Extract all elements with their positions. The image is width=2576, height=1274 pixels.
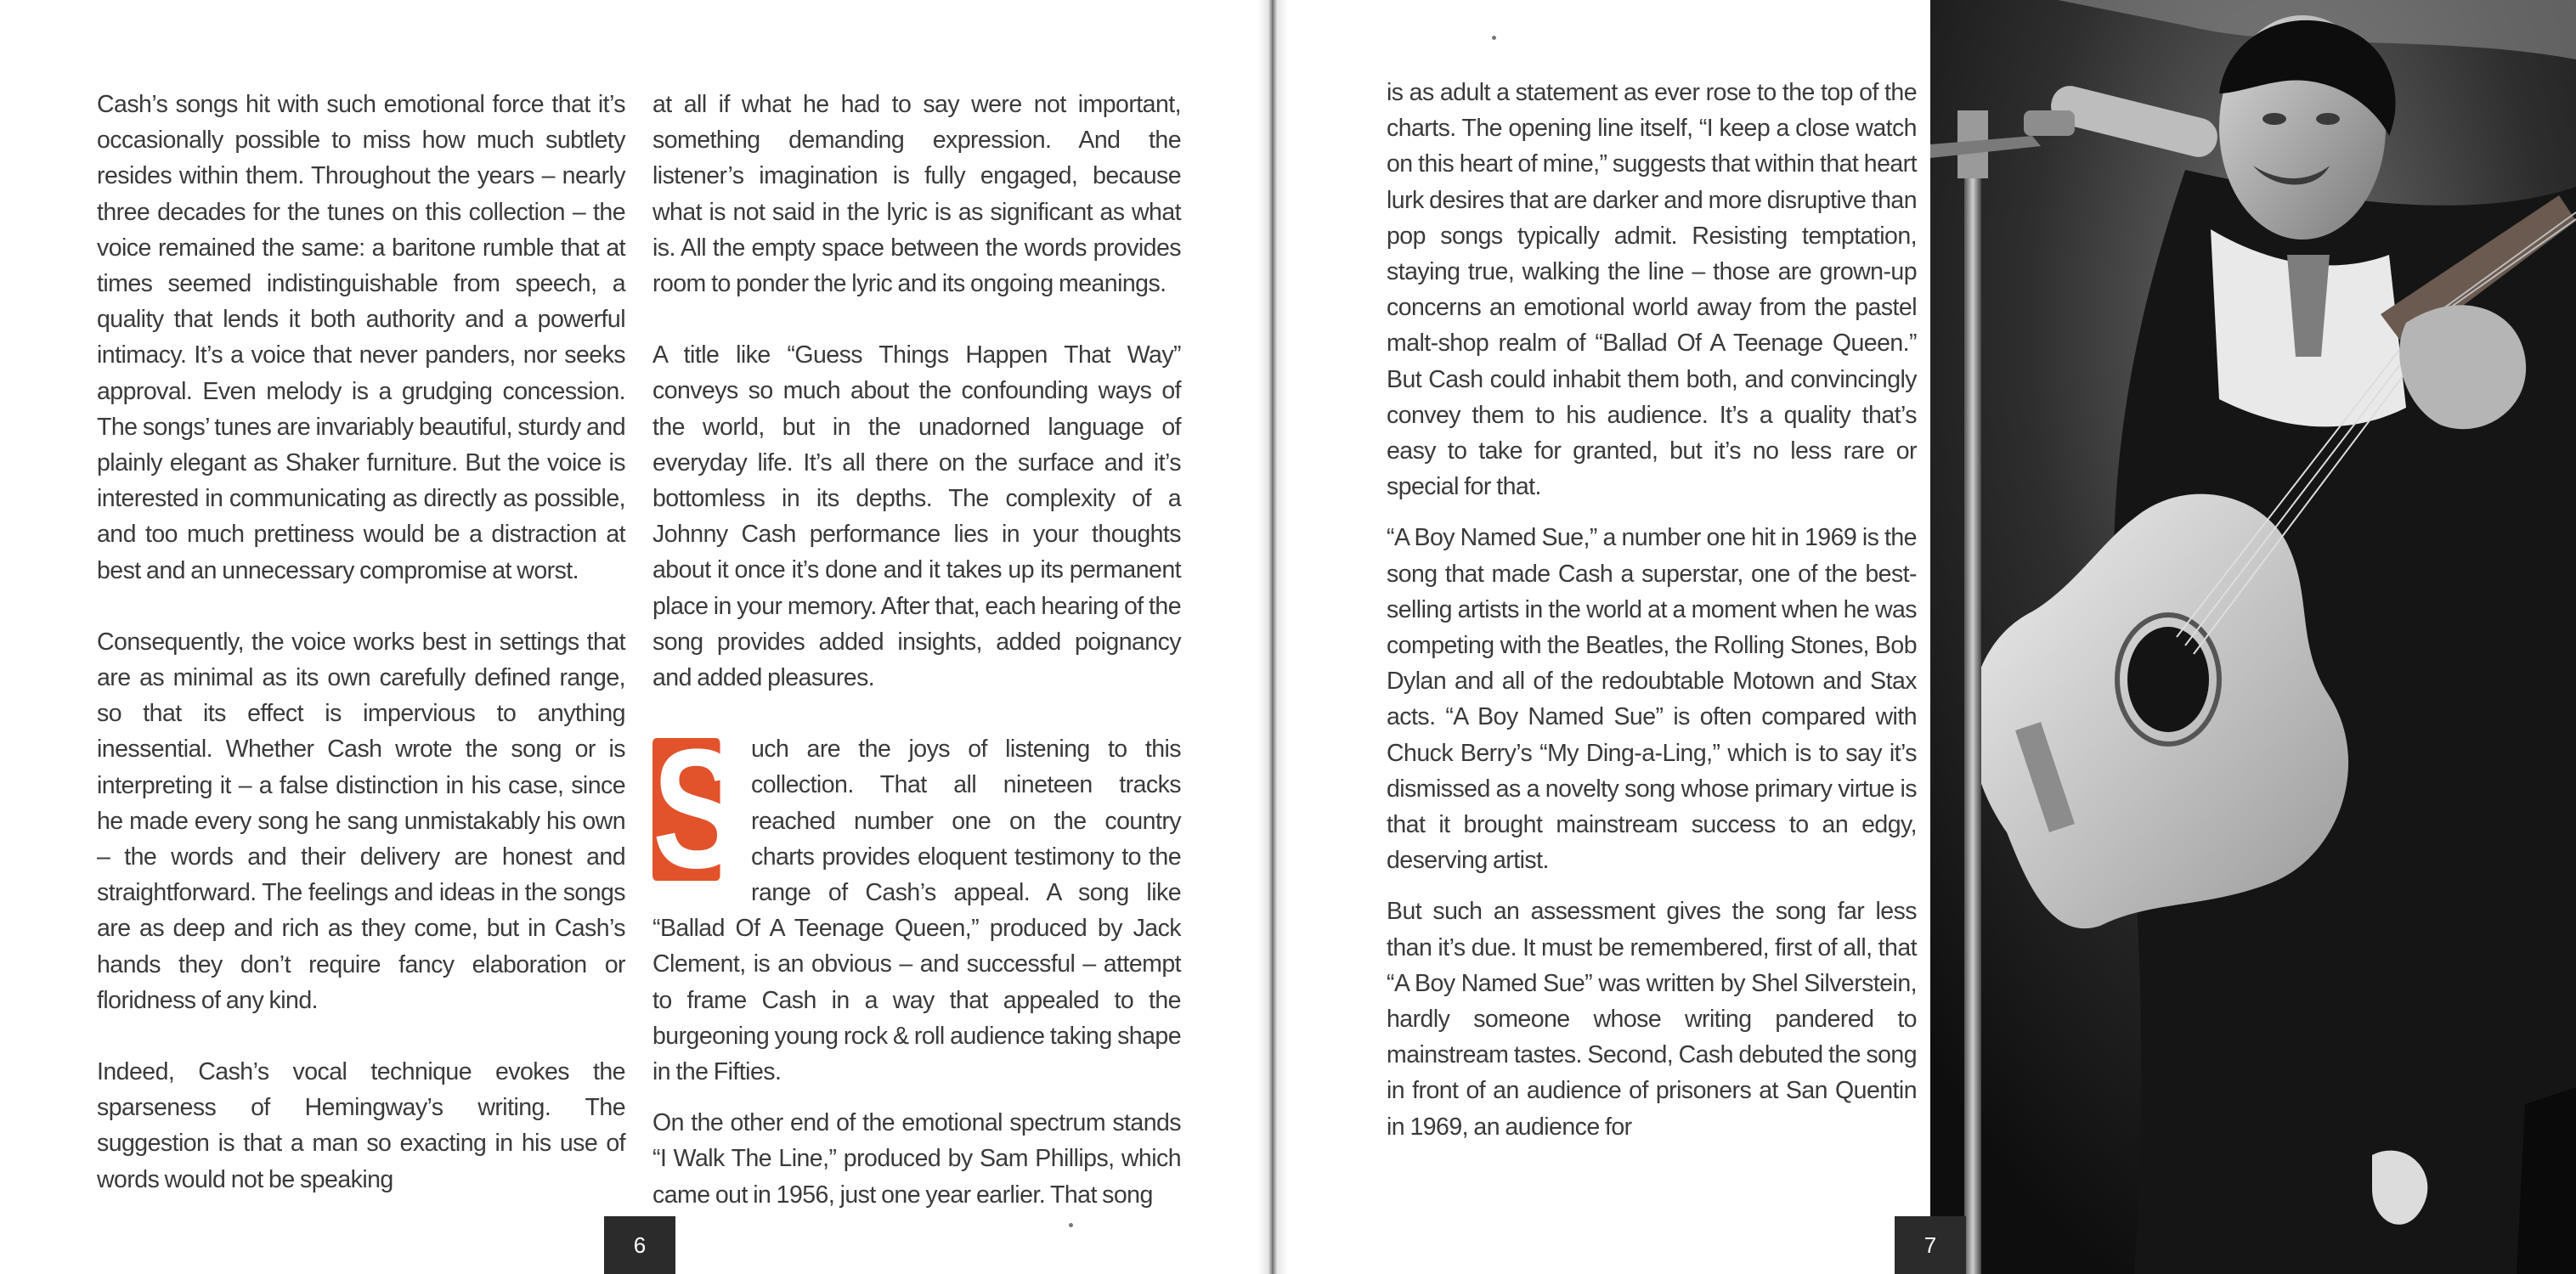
page-number: 7 [1924, 1232, 1937, 1258]
text-column-3 [1387, 75, 1917, 1160]
paragraph: at all if what he had to say were not important, something demanding expression. And the listener’s imagination is fully engaged, because what is not said in the lyric is as significant as what is. All the empty space between the words provides room to ponder the lyric and its ongoing meanings. [652, 91, 1181, 298]
paragraph: Cash’s songs hit with such emotional force that it’s occasionally possible to miss how much subtlety resides within them. Throughout the years – nearly three decades for the tunes on this collection – the voice remained the same: a baritone rumble that at times seemed indistinguishable from speech, a quality that lends it both authority and a powerful intimacy. It’s a voice that never panders, nor seeks approval. Even melody is a grudging concession. The songs’ tunes are invariably beautiful, sturdy and plainly elegant as Shaker furniture. But the voice is interested in communicating as directly as possible, and too much prettiness would be a distraction at best and an unnecessary compromise at worst. [97, 91, 625, 584]
book-gutter [1257, 0, 1288, 1274]
paragraph: But such an assessment gives the song far less than it’s due. It must be remembered, first of all, that “A Boy Named Sue” was written by Shel Silverstein, hardly someone whose writing pandered to mainstream tastes. Second, Cash debuted the song in front of an audience of prisoners at San Quentin in 1969, an audience for [1387, 898, 1917, 1141]
paragraph: “A Boy Named Sue,” a number one hit in 1969 is the song that made Cash a superstar, one of the best-selling artists in the world at a moment when he was competing with the Beatles, the Rolling Stones, Bob Dylan and all of the redoubtable Motown and Stax acts. “A Boy Named Sue” is often compared with Chuck Berry’s “My Ding-a-Ling,” which is to say it’s dismissed as a novelty song whose primary virtue is that it brought mainstream success to an edgy, deserving artist. [1387, 524, 1917, 875]
left-page [0, 0, 1274, 1274]
paragraph: On the other end of the emotional spectrum stands “I Walk The Line,” produced by Sam Phillips, which came out in 1956, just one year earlier. That song [652, 1109, 1181, 1209]
paragraph: is as adult a statement as ever rose to the top of the charts. The opening line itself, “I keep a close watch on this heart of mine,” suggests that within that heart lurk desires that are darker and more disruptive than pop songs typically admit. Resisting temptation, staying true, walking the line – those are grown-up concerns an emotional world away from the pastel malt-shop realm of “Ballad Of A Teenage Queen.” But Cash could inhabit them both, and convincingly convey them to his audience. It’s a quality that’s easy to take for granted, but it’s no less rare or special for that. [1387, 79, 1917, 501]
text-column-2 [652, 87, 1181, 1249]
performer-photo [1930, 0, 2576, 1274]
dropcap-paragraph [652, 714, 1181, 1090]
paragraph-text: uch are the joys of listening to this collection. That all nineteen tracks reached number one on the country charts provides eloquent testimony to the range of Cash’s appeal. A song like “Ballad Of A Teenage Queen,” produced by Jack Clement, is an obvious – and successful – attempt to frame Cash in a way that appealed to the burgeoning young rock & roll audience taking shape in the Fifties. [652, 736, 1181, 1086]
page-number-badge [604, 1216, 675, 1274]
dropcap-letter: S [652, 714, 741, 905]
paragraph: A title like “Guess Things Happen That Way” conveys so much about the confounding ways of the world, but in the unadorned language of everyday life. It’s all there on the surface and it’s bottomless in its depths. The complexity of a Johnny Cash performance lies in your thoughts about it once it’s done and it takes up its permanent place in your memory. After that, each hearing of the song provides added insights, added poignancy and added pleasures. [652, 341, 1181, 692]
page-number-badge [1895, 1216, 1966, 1274]
page-number: 6 [633, 1232, 647, 1258]
paper-speck [1069, 1223, 1073, 1227]
paper-speck [1492, 36, 1496, 40]
text-column-1 [97, 87, 625, 1233]
paragraph: Consequently, the voice works best in settings that are as minimal as its own carefully defined range, so that its effect is impervious to anything inessential. Whether Cash wrote the song or is interpreting it – a false distinction in his case, since he made every song he sang unmistakably his own – the words and their delivery are honest and straightforward. The feelings and ideas in the songs are as deep and rich as they come, but in Cash’s hands they don’t require fancy elaboration or floridness of any kind. [97, 628, 625, 1014]
paragraph: Indeed, Cash’s vocal technique evokes the sparseness of Hemingway’s writing. The suggestion is that a man so exacting in his use of words would not be speaking [97, 1058, 625, 1193]
